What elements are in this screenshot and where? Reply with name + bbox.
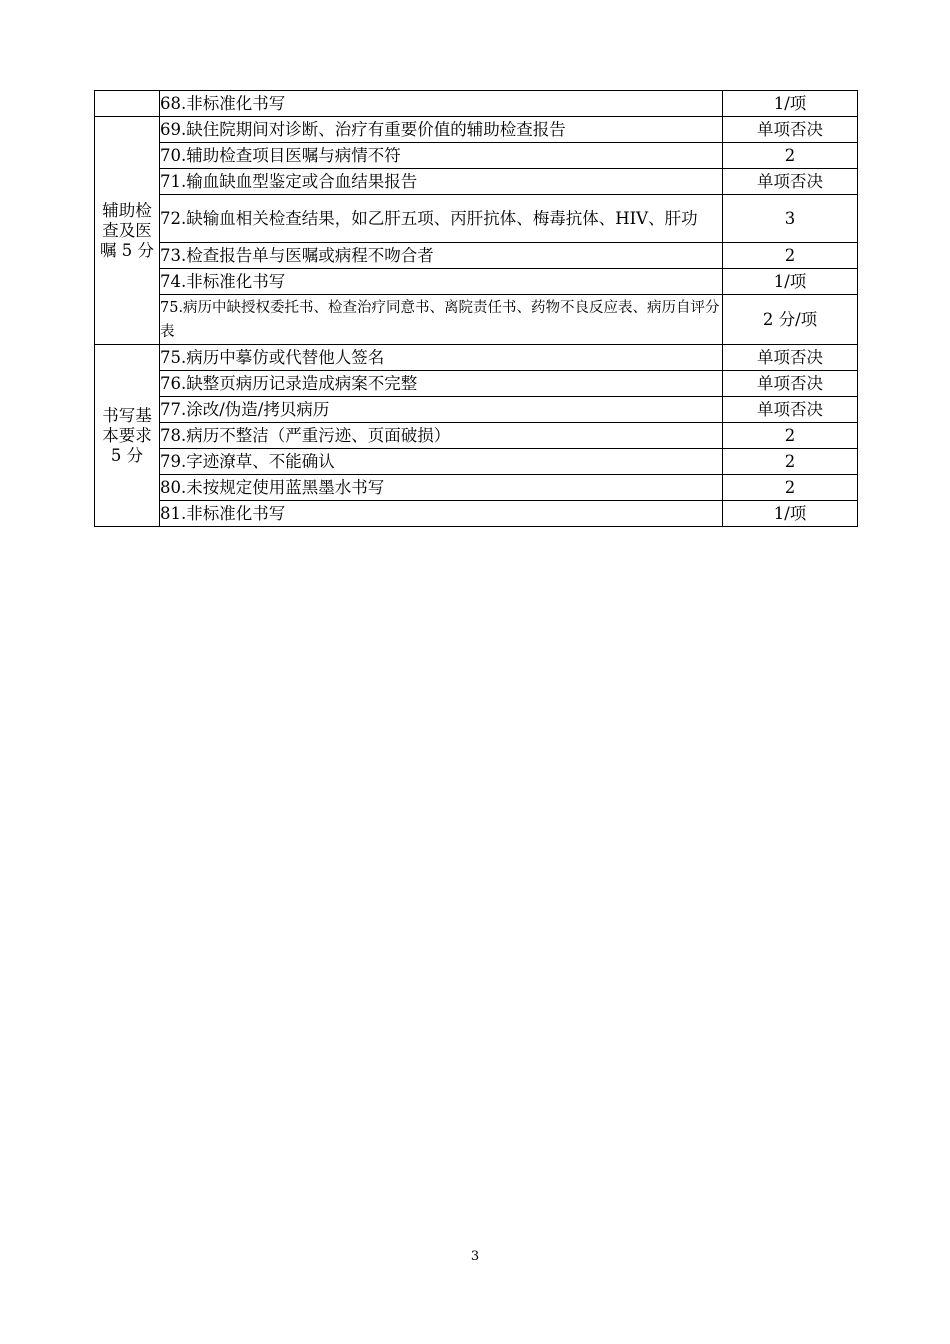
item-cell: 73.检查报告单与医嘱或病程不吻合者 <box>160 243 723 269</box>
item-cell: 72.缺输血相关检查结果，如乙肝五项、丙肝抗体、梅毒抗体、HIV、肝功 <box>160 195 723 243</box>
table-row <box>95 423 858 449</box>
item-cell: 74.非标准化书写 <box>160 269 723 295</box>
table-row <box>95 475 858 501</box>
table-row <box>95 449 858 475</box>
score-cell: 2 分/项 <box>723 295 858 345</box>
score-cell: 1/项 <box>723 501 858 527</box>
table-row <box>95 169 858 195</box>
item-cell: 68.非标准化书写 <box>160 91 723 117</box>
score-cell: 2 <box>723 449 858 475</box>
score-cell: 单项否决 <box>723 397 858 423</box>
table-row <box>95 371 858 397</box>
table-row <box>95 91 858 117</box>
table-row <box>95 345 858 371</box>
table-row <box>95 501 858 527</box>
item-cell: 75.病历中摹仿或代替他人签名 <box>160 345 723 371</box>
table-row <box>95 397 858 423</box>
scoring-table <box>94 90 858 527</box>
item-cell: 78.病历不整洁（严重污迹、页面破损） <box>160 423 723 449</box>
score-cell: 1/项 <box>723 91 858 117</box>
category-cell-writing-requirements: 书写基本要求 5 分 <box>95 345 160 527</box>
item-cell: 77.涂改/伪造/拷贝病历 <box>160 397 723 423</box>
table-row <box>95 195 858 243</box>
score-cell: 2 <box>723 423 858 449</box>
score-cell: 2 <box>723 475 858 501</box>
item-cell: 81.非标准化书写 <box>160 501 723 527</box>
item-cell: 69.缺住院期间对诊断、治疗有重要价值的辅助检查报告 <box>160 117 723 143</box>
item-cell: 76.缺整页病历记录造成病案不完整 <box>160 371 723 397</box>
score-cell: 2 <box>723 243 858 269</box>
table-row <box>95 243 858 269</box>
score-cell: 单项否决 <box>723 117 858 143</box>
item-cell: 79.字迹潦草、不能确认 <box>160 449 723 475</box>
score-cell: 3 <box>723 195 858 243</box>
table-row <box>95 269 858 295</box>
item-cell: 71.输血缺血型鉴定或合血结果报告 <box>160 169 723 195</box>
score-cell: 2 <box>723 143 858 169</box>
page-number: 3 <box>470 1249 480 1264</box>
item-cell: 75.病历中缺授权委托书、检查治疗同意书、离院责任书、药物不良反应表、病历自评分表 <box>160 295 723 345</box>
category-cell-empty <box>95 91 160 117</box>
score-cell: 单项否决 <box>723 371 858 397</box>
score-cell: 单项否决 <box>723 169 858 195</box>
score-cell: 单项否决 <box>723 345 858 371</box>
category-cell-auxiliary-exam: 辅助检查及医嘱 5 分 <box>95 117 160 345</box>
item-cell: 70.辅助检查项目医嘱与病情不符 <box>160 143 723 169</box>
score-cell: 1/项 <box>723 269 858 295</box>
table-row <box>95 143 858 169</box>
table-row <box>95 295 858 345</box>
item-cell: 80.未按规定使用蓝黑墨水书写 <box>160 475 723 501</box>
table-row <box>95 117 858 143</box>
